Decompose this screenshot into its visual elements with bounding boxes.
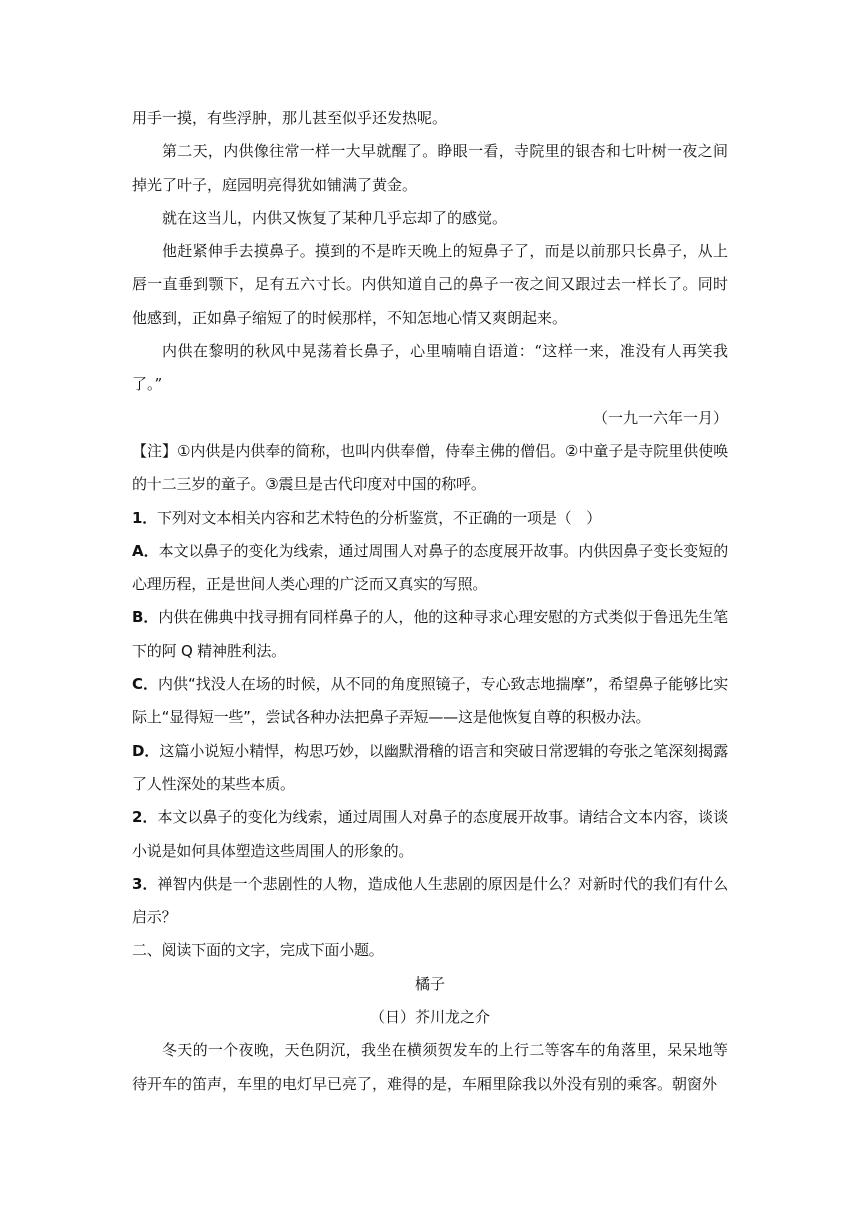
option-b-label: B． — [132, 608, 159, 627]
option-d — [132, 735, 728, 802]
story-paragraph-2: 第二天，内供像往常一样一大早就醒了。睁眼一看，寺院里的银杏和七叶树一夜之间掉光了叶子，庭园明亮得犹如铺满了黄金。 — [132, 142, 728, 194]
question-3-number: 3． — [132, 874, 158, 893]
story-paragraph-5: 内供在黎明的秋风中晃荡着长鼻子，心里喃喃自语道：“这样一来，准没有人再笑我了。” — [132, 342, 728, 394]
question-3 — [132, 868, 728, 935]
option-c — [132, 668, 728, 735]
option-c-label: C． — [132, 675, 158, 694]
story-date: （一九一六年一月） — [592, 408, 728, 427]
question-1 — [132, 502, 728, 535]
story-paragraph-1: 用手一摸，有些浮肿，那儿甚至似乎还发热呢。 — [132, 109, 448, 127]
question-3-text: 禅智内供是一个悲剧性的人物，造成他人生悲剧的原因是什么？对新时代的我们有什么启示？ — [132, 874, 728, 927]
story-paragraph-3: 就在这当儿，内供又恢复了某种几乎忘却了的感觉。 — [162, 208, 508, 227]
question-1-text: 下列对文本相关内容和艺术特色的分析鉴赏，不正确的一项是（ ） — [157, 508, 602, 527]
story-author: （日）芥川龙之介 — [369, 1008, 490, 1027]
option-a-label: A． — [132, 541, 159, 560]
section-2-heading: 二、阅读下面的文字，完成下面小题。 — [132, 941, 384, 960]
question-2-text: 本文以鼻子的变化为线索，通过周围人对鼻子的态度展开故事。请结合文本内容，谈谈小说是如何具体塑造这些周围人的形象的。 — [132, 808, 728, 860]
option-c-text: 内供“找没人在场的时候，从不同的角度照镜子，专心致志地揣摩”，希望鼻子能够比实际上“显得短一些”，尝试各种办法把鼻子弄短——这是他恢复自尊的积极办法。 — [132, 675, 729, 727]
story-paragraph-4: 他赶紧伸手去摸鼻子。摸到的不是昨天晚上的短鼻子了，而是以前那只长鼻子，从上唇一直垂到颚下，足有五六寸长。内供知道自己的鼻子一夜之间又跟过去一样长了。同时他感到，正如鼻子缩短了的时候那样，不知怎地心情又爽朗起来。 — [132, 242, 728, 327]
story-note: 【注】①内供是内供奉的简称，也叫内供奉僧，侍奉主佛的僧侣。②中童子是寺院里供使唤的十二三岁的童子。③震旦是古代印度对中国的称呼。 — [132, 441, 728, 494]
story-title: 橘子 — [414, 974, 445, 993]
option-a — [132, 535, 728, 602]
option-b-text: 内供在佛典中找寻拥有同样鼻子的人，他的这种寻求心理安慰的方式类似于鲁迅先生笔下的阿 Q 精神胜利法。 — [132, 608, 728, 660]
option-d-text: 这篇小说短小精悍，构思巧妙，以幽默滑稽的语言和突破日常逻辑的夸张之笔深刻揭露了人性深处的某些本质。 — [132, 741, 728, 793]
option-d-label: D． — [132, 741, 160, 760]
option-a-text: 本文以鼻子的变化为线索，通过周围人对鼻子的态度展开故事。内供因鼻子变长变短的心理历程，正是世间人类心理的广泛而又真实的写照。 — [132, 541, 728, 594]
document-page — [132, 102, 728, 1101]
question-2-number: 2． — [132, 808, 158, 827]
question-1-number: 1． — [132, 508, 158, 527]
story-2-paragraph-1: 冬天的一个夜晚，天色阴沉，我坐在横须贺发车的上行二等客车的角落里，呆呆地等待开车的笛声，车里的电灯早已亮了，难得的是，车厢里除我以外没有别的乘客。朝窗外 — [132, 1041, 728, 1093]
question-2 — [132, 801, 728, 868]
option-b — [132, 601, 728, 668]
